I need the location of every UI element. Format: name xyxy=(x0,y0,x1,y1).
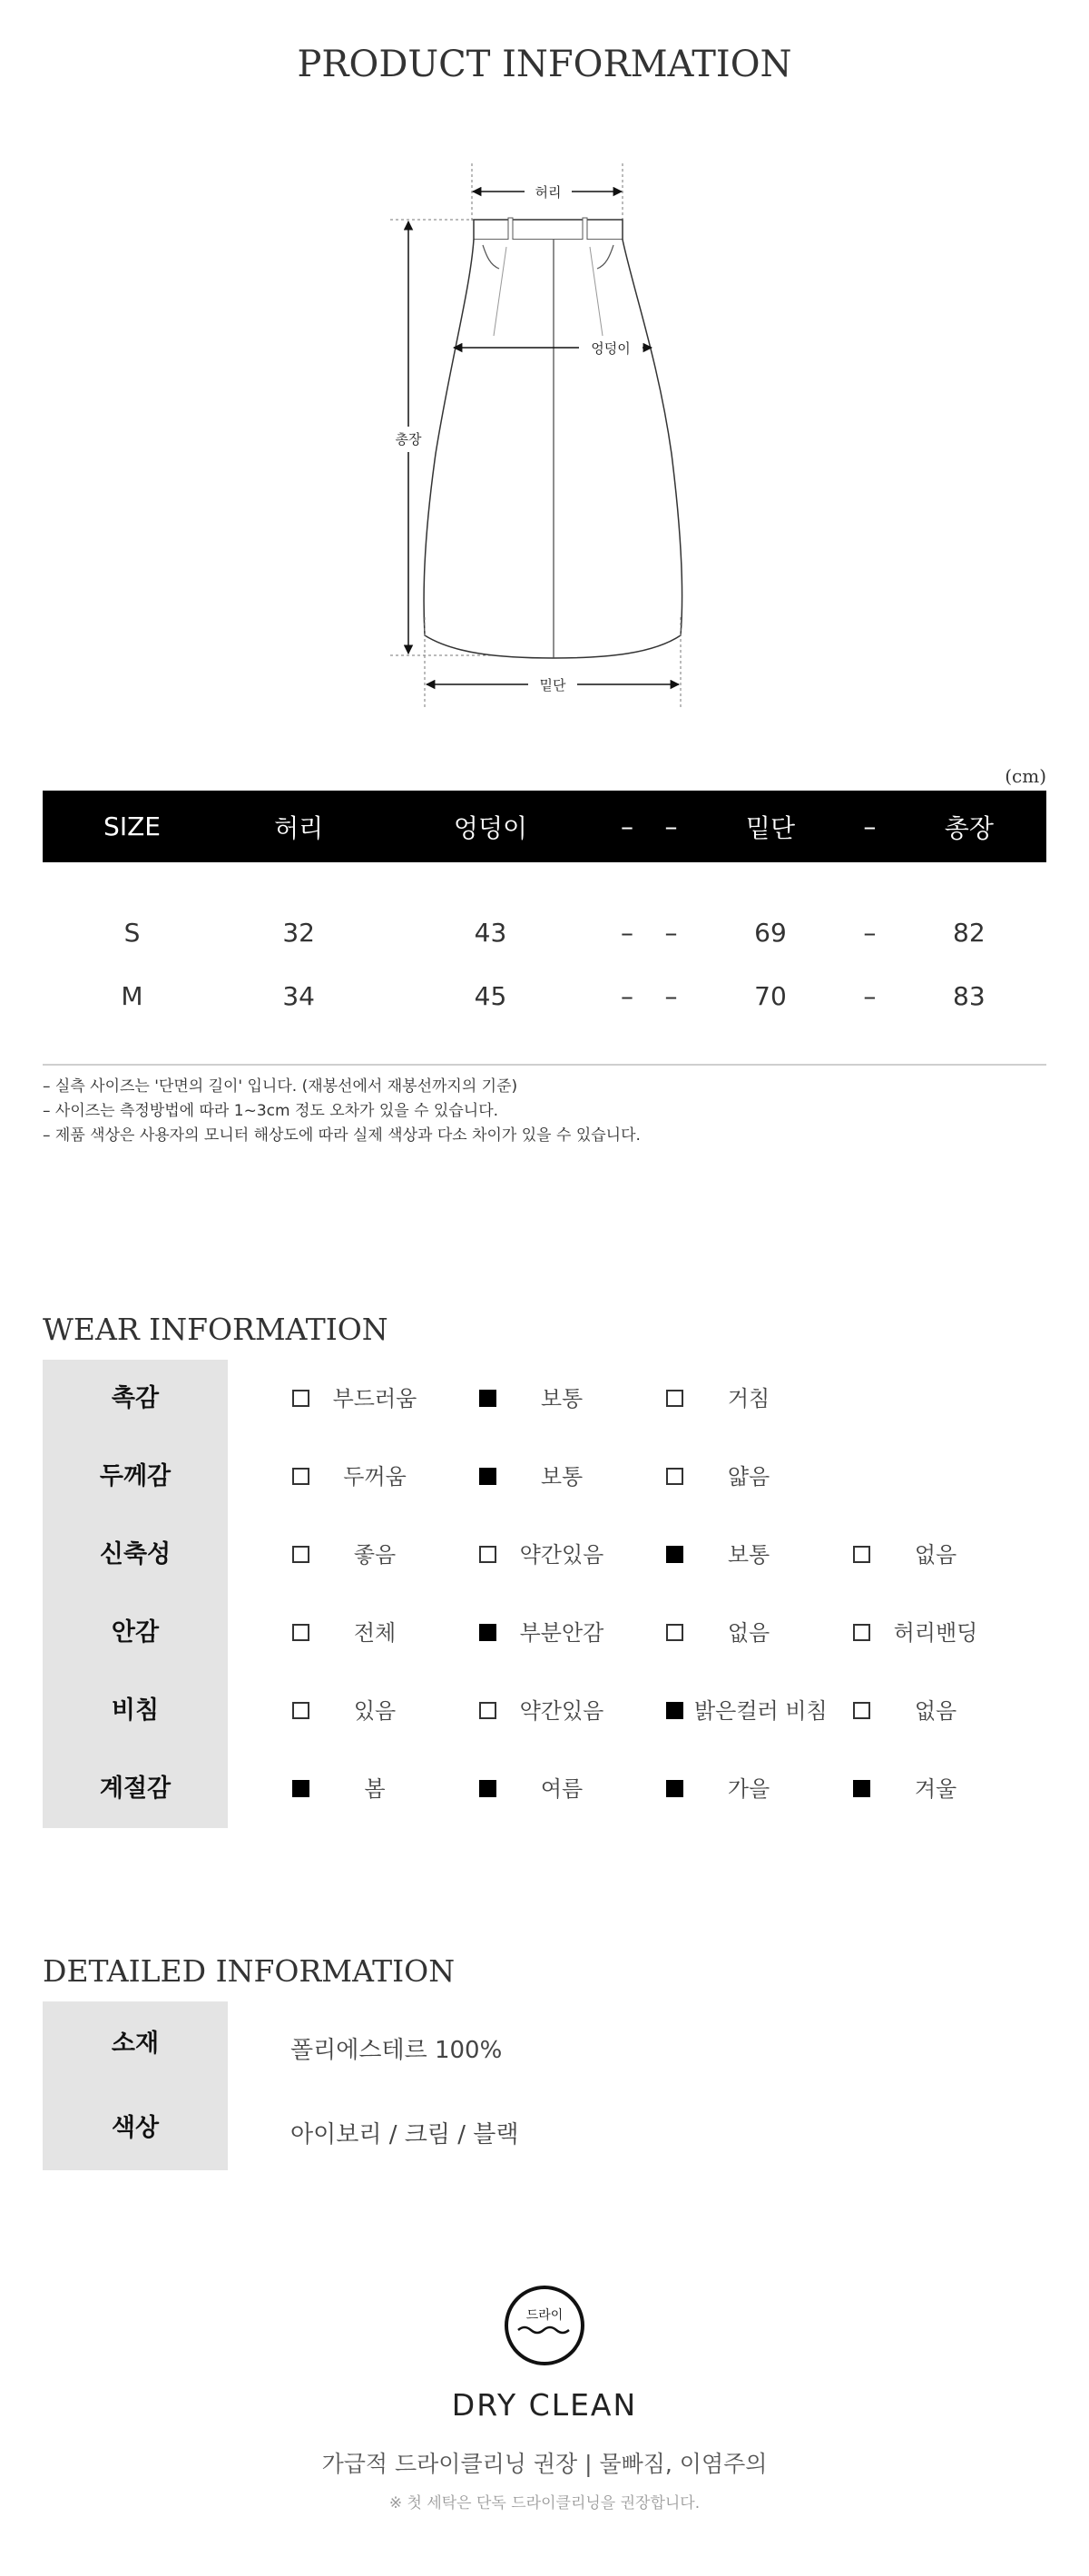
hip-label: 엉덩이 xyxy=(591,340,631,357)
cell-length: 83 xyxy=(953,980,986,1011)
detail-label-color: 색상 xyxy=(111,2114,160,2142)
detail-value-color: 아이보리 / 크림 / 블랙 xyxy=(290,2121,519,2148)
cell-waist: 32 xyxy=(282,917,315,948)
wear-option: 약간있음 xyxy=(475,1672,662,1750)
wear-option: 있음 xyxy=(288,1672,475,1750)
checkbox-icon xyxy=(292,1390,309,1407)
wear-label-texture: 촉감 xyxy=(111,1384,160,1412)
checkbox-checked-icon xyxy=(479,1390,496,1407)
wear-option: 겨울 xyxy=(849,1750,1035,1828)
cell-blank: – xyxy=(664,917,678,948)
header-length: 총장 xyxy=(892,791,1046,862)
detail-info-title: DETAILED INFORMATION xyxy=(43,1953,456,1989)
cell-blank: – xyxy=(863,917,877,948)
wear-label-lining: 안감 xyxy=(111,1618,160,1647)
length-label: 총장 xyxy=(395,431,422,447)
checkbox-icon xyxy=(853,1546,870,1563)
header-blank: – xyxy=(605,791,650,862)
product-info-title: PRODUCT INFORMATION xyxy=(297,44,792,85)
dry-clean-icon xyxy=(504,2285,585,2366)
skirt-measurement-diagram xyxy=(363,163,726,708)
wear-option: 없음 xyxy=(849,1516,1035,1594)
size-table xyxy=(43,791,1046,1027)
cell-hip: 43 xyxy=(474,917,507,948)
checkbox-icon xyxy=(292,1468,309,1485)
wear-option: 두꺼움 xyxy=(288,1438,475,1516)
wear-option: 보통 xyxy=(475,1360,662,1438)
checkbox-checked-icon xyxy=(292,1780,309,1797)
wear-option: 보통 xyxy=(475,1438,662,1516)
wear-option: 부드러움 xyxy=(288,1360,475,1438)
checkbox-checked-icon xyxy=(853,1780,870,1797)
checkbox-checked-icon xyxy=(479,1780,496,1797)
cell-hem: 70 xyxy=(754,980,787,1011)
cell-blank: – xyxy=(620,980,633,1011)
hem-label: 밑단 xyxy=(539,677,566,693)
header-hem: 밑단 xyxy=(693,791,848,862)
note-line: – 제품 색상은 사용자의 모니터 해상도에 따라 실제 색상과 다소 차이가 있을 수 있습니다. xyxy=(43,1126,641,1145)
divider xyxy=(43,1064,1046,1066)
wear-option: 가을 xyxy=(662,1750,849,1828)
size-table-header xyxy=(43,791,1046,862)
checkbox-checked-icon xyxy=(479,1468,496,1485)
size-notes xyxy=(43,1075,641,1148)
wear-option: 봄 xyxy=(288,1750,475,1828)
cell-blank: – xyxy=(863,980,877,1011)
cell-hip: 45 xyxy=(474,980,507,1011)
detail-value-material: 폴리에스테르 100% xyxy=(290,2037,503,2064)
detail-label-column xyxy=(43,2001,228,2170)
checkbox-icon xyxy=(292,1702,309,1719)
header-blank: – xyxy=(649,791,693,862)
cell-size: M xyxy=(121,980,143,1011)
cell-length: 82 xyxy=(953,917,986,948)
header-hip: 엉덩이 xyxy=(376,791,604,862)
cell-blank: – xyxy=(620,917,633,948)
wear-label-season: 계절감 xyxy=(99,1775,172,1803)
checkbox-icon xyxy=(292,1546,309,1563)
table-row xyxy=(43,900,1046,964)
wear-label-column xyxy=(43,1360,228,1828)
dry-clean-title: DRY CLEAN xyxy=(451,2387,638,2423)
wear-label-thickness: 두께감 xyxy=(99,1462,172,1490)
wear-option: 전체 xyxy=(288,1594,475,1672)
wear-option: 여름 xyxy=(475,1750,662,1828)
header-waist: 허리 xyxy=(221,791,376,862)
wear-label-sheerness: 비침 xyxy=(111,1696,160,1725)
checkbox-icon xyxy=(479,1702,496,1719)
cell-blank: – xyxy=(664,980,678,1011)
header-blank: – xyxy=(848,791,892,862)
waist-label: 허리 xyxy=(535,184,562,201)
checkbox-checked-icon xyxy=(666,1702,683,1719)
dry-clean-subtitle: 가급적 드라이클리닝 권장 | 물빠짐, 이염주의 xyxy=(321,2451,768,2477)
checkbox-checked-icon xyxy=(479,1624,496,1641)
wear-option: 약간있음 xyxy=(475,1516,662,1594)
unit-label: (cm) xyxy=(1005,765,1046,787)
dry-clean-icon-text: 드라이 xyxy=(525,2308,564,2323)
wear-info-title: WEAR INFORMATION xyxy=(43,1312,388,1347)
cell-hem: 69 xyxy=(754,917,787,948)
checkbox-icon xyxy=(666,1624,683,1641)
checkbox-icon xyxy=(853,1702,870,1719)
checkbox-checked-icon xyxy=(666,1546,683,1563)
checkbox-icon xyxy=(292,1624,309,1641)
table-row xyxy=(43,964,1046,1027)
cell-size: S xyxy=(123,917,141,948)
checkbox-icon xyxy=(666,1390,683,1407)
wear-label-stretch: 신축성 xyxy=(99,1540,172,1568)
detail-label-material: 소재 xyxy=(111,2030,160,2058)
wear-option: 거침 xyxy=(662,1360,849,1438)
note-line: – 실측 사이즈는 '단면의 길이' 입니다. (재봉선에서 재봉선까지의 기준) xyxy=(43,1077,518,1096)
note-line: – 사이즈는 측정방법에 따라 1~3cm 정도 오차가 있을 수 있습니다. xyxy=(43,1102,499,1120)
cell-waist: 34 xyxy=(282,980,315,1011)
wear-option: 허리밴딩 xyxy=(849,1594,1035,1672)
checkbox-checked-icon xyxy=(666,1780,683,1797)
dry-clean-note: ※ 첫 세탁은 단독 드라이클리닝을 권장합니다. xyxy=(388,2494,701,2512)
wear-option: 보통 xyxy=(662,1516,849,1594)
wear-option: 얇음 xyxy=(662,1438,849,1516)
wear-option: 부분안감 xyxy=(475,1594,662,1672)
checkbox-icon xyxy=(666,1468,683,1485)
wear-option: 없음 xyxy=(662,1594,849,1672)
wear-option: 좋음 xyxy=(288,1516,475,1594)
wear-option: 없음 xyxy=(849,1672,1035,1750)
checkbox-icon xyxy=(853,1624,870,1641)
header-size: SIZE xyxy=(43,791,221,862)
checkbox-icon xyxy=(479,1546,496,1563)
wear-option: 밝은컬러 비침 xyxy=(662,1672,849,1750)
